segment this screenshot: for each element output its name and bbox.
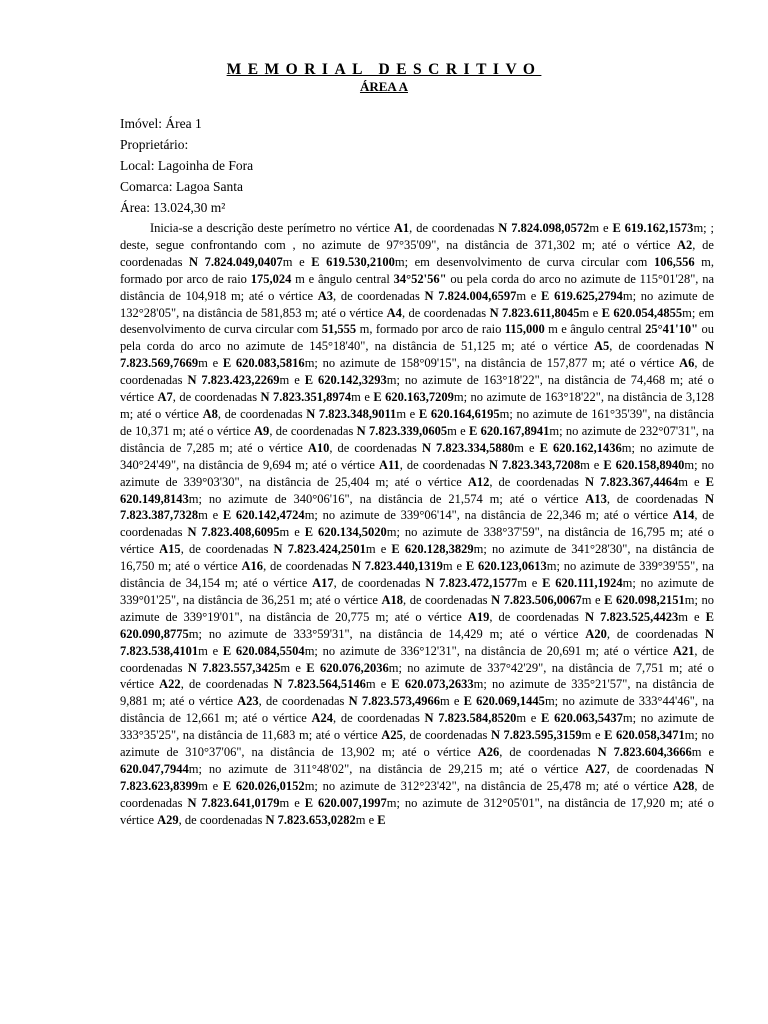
perimeter-description (120, 220, 714, 829)
description-bold-value: E 620.142,4724 (222, 508, 305, 523)
description-bold-value: A27 (585, 762, 607, 776)
description-text: , de coordenadas (120, 356, 715, 388)
description-text: m e (198, 643, 223, 658)
description-bold-value: A1 (393, 221, 410, 235)
description-bold-value: N 7.823.348,9011 (306, 406, 397, 421)
description-bold-value: N 7.823.440,1319 (351, 559, 443, 574)
description-bold-value: N 7.823.584,8520 (424, 711, 517, 726)
description-text: m e (581, 592, 605, 607)
description-text: m; no azimute de 341°28'30", na distância de 16,750 m; até o vértice (120, 542, 714, 574)
document-subtitle: ÁREA A (359, 79, 409, 94)
description-text: m e (516, 711, 542, 726)
description-text: m e (447, 423, 469, 438)
description-text: , de coordenadas (180, 542, 274, 557)
description-text: m; em desenvolvimento de curva circular com (394, 254, 654, 269)
description-bold-value: E 620.098,2151 (604, 592, 685, 607)
description-text: m; em desenvolvimento de curva circular com (120, 305, 714, 337)
description-bold-value: E 620.076,2036 (306, 660, 389, 675)
description-bold-value: N 7.823.339,0605 (356, 423, 448, 438)
description-bold-value: 106,556 (653, 254, 695, 269)
description-text: , de coordenadas (329, 440, 422, 455)
description-text: m e (198, 356, 223, 371)
description-bold-value: N 7.823.423,2269 (187, 373, 280, 388)
description-text: m; no azimute de 340°06'16", na distância de 21,574 m; até o vértice (188, 491, 586, 506)
description-text: , de coordenadas (269, 423, 357, 438)
description-bold-value: N 7.823.595,3159 (490, 728, 582, 743)
description-text: m e (279, 795, 305, 810)
description-bold-value: E 620.054,4855 (601, 305, 683, 320)
description-text: , de coordenadas (172, 390, 261, 405)
description-text: m e (280, 660, 307, 675)
description-text: , de coordenadas (217, 406, 307, 421)
description-bold-value: N 7.824.004,6597 (424, 288, 517, 303)
description-bold-value: N 7.823.424,2501 (273, 542, 366, 557)
description-text: m; no azimute de 339°19'01", na distância de 20,775 m; até o vértice (120, 592, 715, 624)
description-text: m e (282, 254, 312, 269)
description-bold-value: E 620.164,6195 (418, 406, 500, 421)
description-bold-value: N 7.823.538,4101 (120, 626, 714, 658)
description-text: , de coordenadas (120, 643, 715, 675)
description-bold-value: N 7.823.573,4966 (348, 694, 440, 709)
description-bold-value: 25°41'10" (645, 322, 699, 337)
description-text: m; no azimute de 336°12'31", na distância de 20,691 m; até o vértice (304, 643, 673, 658)
description-text: m e (514, 440, 540, 455)
description-bold-value: A23 (237, 694, 259, 709)
description-text: m, formado por arco de raio (356, 322, 505, 337)
description-text: , de coordenadas (333, 576, 426, 591)
description-bold-value: N 7.823.611,8045 (489, 305, 580, 320)
description-text: m e (581, 728, 605, 743)
description-bold-value: E 620.063,5437 (541, 711, 623, 726)
description-bold-value: 175,024 (250, 271, 292, 286)
description-text: m; no azimute de 132°28'05", na distância de 581,853 m; até o vértice (120, 288, 714, 320)
description-text: m; no azimute de 310°37'06", na distância de 13,902 m; até o vértice (120, 728, 714, 760)
description-text: m; no azimute de 337°42'29", na distância de 7,751 m; até o vértice (120, 660, 714, 692)
description-bold-value: E 620.007,1997 (304, 795, 387, 810)
description-text: m; no azimute de 335°21'57", na distância de 9,881 m; até o vértice (120, 677, 714, 709)
property-line-local: Local: Lagoinha de Fora (120, 158, 254, 173)
property-line-imovel: Imóvel: Área 1 (120, 116, 202, 131)
description-bold-value: N 7.824.098,0572 (498, 221, 590, 235)
description-text: , de coordenadas (401, 305, 490, 320)
description-bold-value: A16 (241, 559, 264, 574)
description-text: m e (580, 457, 604, 472)
description-text: m e (279, 373, 305, 388)
description-bold-value: E 620.167,8941 (468, 423, 550, 438)
description-text: m e (516, 288, 542, 303)
description-bold-value: A14 (672, 508, 695, 523)
description-bold-value: N 7.823.408,6095 (187, 525, 280, 540)
description-text: m; no azimute de 232°07'31", na distância de 7,285 m; até o vértice (120, 423, 714, 455)
description-text: m e (198, 778, 223, 793)
description-bold-value: N 7.823.641,0179 (187, 795, 280, 810)
description-bold-value: E 620.090,8775 (120, 609, 714, 641)
description-bold-value: A10 (307, 440, 330, 455)
description-text: m; no azimute de 333°59'31", na distância de 14,429 m; até o vértice (188, 626, 586, 641)
description-bold-value: N 7.823.367,4464 (584, 474, 679, 489)
description-bold-value: E 620.069,1445 (463, 694, 545, 709)
description-bold-value: A8 (202, 406, 218, 421)
description-bold-value: A19 (467, 609, 490, 624)
description-text: m, formado por arco de raio (120, 254, 714, 286)
description-text: m e (439, 694, 464, 709)
description-paragraph (120, 220, 714, 829)
description-bold-value: N 7.824.049,0407 (189, 254, 283, 269)
description-text: , de coordenadas (178, 812, 266, 827)
description-text: m; no azimute de 339°03'30", na distância de 25,404 m; até o vértice (120, 457, 715, 489)
description-bold-value: N 7.823.557,3425 (187, 660, 281, 675)
description-text: m; no azimute de 340°24'49", na distância de 9,694 m; até o vértice (120, 440, 714, 472)
description-text: , de coordenadas (333, 288, 425, 303)
description-bold-value: A22 (159, 677, 181, 692)
description-bold-value: 620.047,7944 (120, 762, 189, 776)
property-line-proprietario: Proprietário: (120, 137, 189, 152)
description-bold-value: A12 (467, 474, 490, 489)
description-text: m; no azimute de 163°18'22", na distância de 3,128 m; até o vértice (120, 390, 714, 421)
description-bold-value: N 7.823.604,3666 (597, 745, 692, 760)
description-text: , de coordenadas (606, 626, 705, 641)
description-text: m e (365, 677, 392, 692)
description-bold-value: A4 (386, 305, 402, 320)
description-bold-value: A3 (317, 288, 334, 303)
property-info (120, 113, 253, 218)
description-bold-value: N 7.823.472,1577 (425, 576, 518, 591)
description-bold-value: A21 (672, 643, 695, 658)
document-title: MEMORIAL DESCRITIVO (226, 61, 542, 78)
description-bold-value: E 619.162,1573 (612, 221, 694, 235)
description-bold-value: A18 (381, 592, 404, 607)
description-text: m e (355, 812, 378, 827)
description-text: , de coordenadas (489, 609, 585, 624)
description-bold-value: N 7.823.569,7669 (120, 339, 714, 371)
description-text: , de coordenadas (409, 221, 499, 235)
property-line-area: Área: 13.024,30 m² (120, 200, 226, 215)
description-bold-value: E 620.123,0613 (465, 559, 547, 574)
description-text: m e (678, 474, 706, 489)
description-text: , de coordenadas (180, 677, 274, 692)
description-text: , de coordenadas (120, 778, 715, 810)
description-bold-value: N 7.823.351,8974 (260, 390, 352, 405)
description-text: , de coordenadas (402, 728, 491, 743)
description-text: ou pela corda do arco no azimute de 115°01'28", na distância de 104,918 m; até o vértice (120, 271, 715, 303)
description-bold-value: E 619.530,2100 (311, 254, 395, 269)
description-bold-value: A11 (378, 457, 400, 472)
description-text: , de coordenadas (263, 559, 352, 574)
description-bold-value: A13 (585, 491, 607, 506)
description-bold-value: N 7.823.506,0067 (491, 592, 582, 607)
description-text: , de coordenadas (606, 491, 705, 506)
description-bold-value: A24 (311, 711, 334, 726)
description-text: m e (442, 559, 466, 574)
description-bold-value: E 620.026,0152 (222, 778, 305, 793)
description-bold-value: 51,555 (321, 322, 357, 337)
description-text: m e (198, 508, 223, 523)
description-text: , de coordenadas (606, 762, 705, 776)
description-text: , de coordenadas (120, 508, 715, 540)
description-bold-value: A9 (254, 423, 270, 438)
description-text: m; no azimute de 311°48'02", na distância de 29,215 m; até o vértice (188, 762, 586, 776)
description-bold-value: A25 (381, 728, 403, 743)
description-bold-value: N 7.823.564,5146 (273, 677, 366, 692)
description-bold-value: E 620.111,1924 (542, 576, 623, 591)
description-text: m; ; deste, segue confrontando com , no azimute de 97°35'09", na distância de 371,302 m; até o vértice (120, 221, 715, 252)
description-text: m e (517, 576, 543, 591)
description-text: m; no azimute de 339°39'55", na distância de 34,154 m; até o vértice (120, 559, 714, 591)
description-text: m; no azimute de 333°35'25", na distância de 11,683 m; até o vértice (120, 711, 714, 743)
property-line-comarca: Comarca: Lagoa Santa (120, 179, 243, 194)
description-bold-value: 115,000 (504, 322, 545, 337)
description-text: m; no azimute de 163°18'22", na distância de 74,468 m; até o vértice (120, 373, 714, 405)
description-text: m; no azimute de 339°01'25", na distância de 36,251 m; até o vértice (120, 576, 714, 607)
description-bold-value: N 7.823.653,0282 (265, 812, 356, 827)
description-text: m e (589, 221, 613, 235)
description-text: ou pela corda do arco no azimute de 145°18'40", na distância de 51,125 m; até o vértice (120, 322, 714, 354)
description-bold-value: A20 (585, 626, 607, 641)
description-text: m e (579, 305, 602, 320)
description-text: m; no azimute de 339°06'14", na distância de 22,346 m; até o vértice (304, 508, 673, 523)
description-bold-value: N 7.823.334,5880 (421, 440, 515, 455)
description-text: m e (351, 390, 374, 405)
description-bold-value: A6 (679, 356, 695, 371)
description-bold-value: E 620.163,7209 (373, 390, 454, 405)
description-text: , de coordenadas (609, 339, 705, 354)
description-bold-value: E 620.134,5020 (304, 525, 387, 540)
description-text: , de coordenadas (403, 592, 492, 607)
description-bold-value: E 620.073,2633 (391, 677, 474, 692)
description-text: m; no azimute de 338°37'59", na distância de 16,795 m; até o vértice (120, 525, 714, 557)
description-bold-value: A5 (593, 339, 610, 354)
description-text: , de coordenadas (489, 474, 585, 489)
description-bold-value: A15 (159, 542, 181, 557)
description-text: m e (678, 609, 706, 624)
description-text: m; no azimute de 161°35'39", na distância de 10,371 m; até o vértice (120, 406, 714, 438)
description-text: m; no azimute de 158°09'15", na distância de 157,877 m; até o vértice (304, 356, 680, 371)
description-text: m; no azimute de 333°44'46", na distância de 12,661 m; até o vértice (120, 694, 714, 726)
description-bold-value: E 620.142,3293 (304, 373, 387, 388)
description-text: Inicia-se a descrição deste perímetro no vértice (150, 221, 394, 235)
description-bold-value: A17 (312, 576, 334, 591)
description-text: , de coordenadas (499, 745, 598, 760)
description-bold-value: A2 (677, 237, 693, 252)
description-text: m; no azimute de 312°23'42", na distância de 25,478 m; até o vértice (304, 778, 673, 793)
description-bold-value: E 620.158,8940 (603, 457, 685, 472)
description-bold-value: E 620.162,1436 (539, 440, 622, 455)
description-bold-value: E 619.625,2794 (541, 288, 623, 303)
description-text: m e (396, 406, 419, 421)
description-bold-value: E 620.083,5816 (222, 356, 305, 371)
description-bold-value: A28 (672, 778, 695, 793)
description-text: m e (279, 525, 305, 540)
description-bold-value: A7 (157, 390, 173, 405)
description-bold-value: N 7.823.387,7328 (120, 491, 714, 523)
description-text: m e ângulo central (291, 271, 394, 286)
description-text: m e (365, 542, 392, 557)
description-bold-value: N 7.823.343,7208 (489, 457, 581, 472)
description-bold-value: 34°52'56" (393, 271, 447, 286)
description-bold-value: E (377, 812, 386, 827)
description-text: , de coordenadas (120, 237, 714, 269)
description-text: m e (691, 745, 714, 760)
description-text: m e ângulo central (544, 322, 646, 337)
description-text: , de coordenadas (258, 694, 349, 709)
description-text: , de coordenadas (399, 457, 490, 472)
description-bold-value: E 620.149,8143 (120, 474, 714, 506)
description-bold-value: E 620.084,5504 (222, 643, 305, 658)
description-bold-value: A26 (477, 745, 500, 760)
description-bold-value: E 620.128,3829 (391, 542, 474, 557)
description-bold-value: E 620.058,3471 (604, 728, 685, 743)
description-bold-value: A29 (157, 812, 179, 827)
description-text: m; no azimute de 312°05'01", na distância de 17,920 m; até o vértice (120, 795, 714, 827)
description-bold-value: N 7.823.525,4423 (584, 609, 679, 624)
description-bold-value: N 7.823.623,8399 (120, 762, 714, 793)
description-text: , de coordenadas (333, 711, 425, 726)
